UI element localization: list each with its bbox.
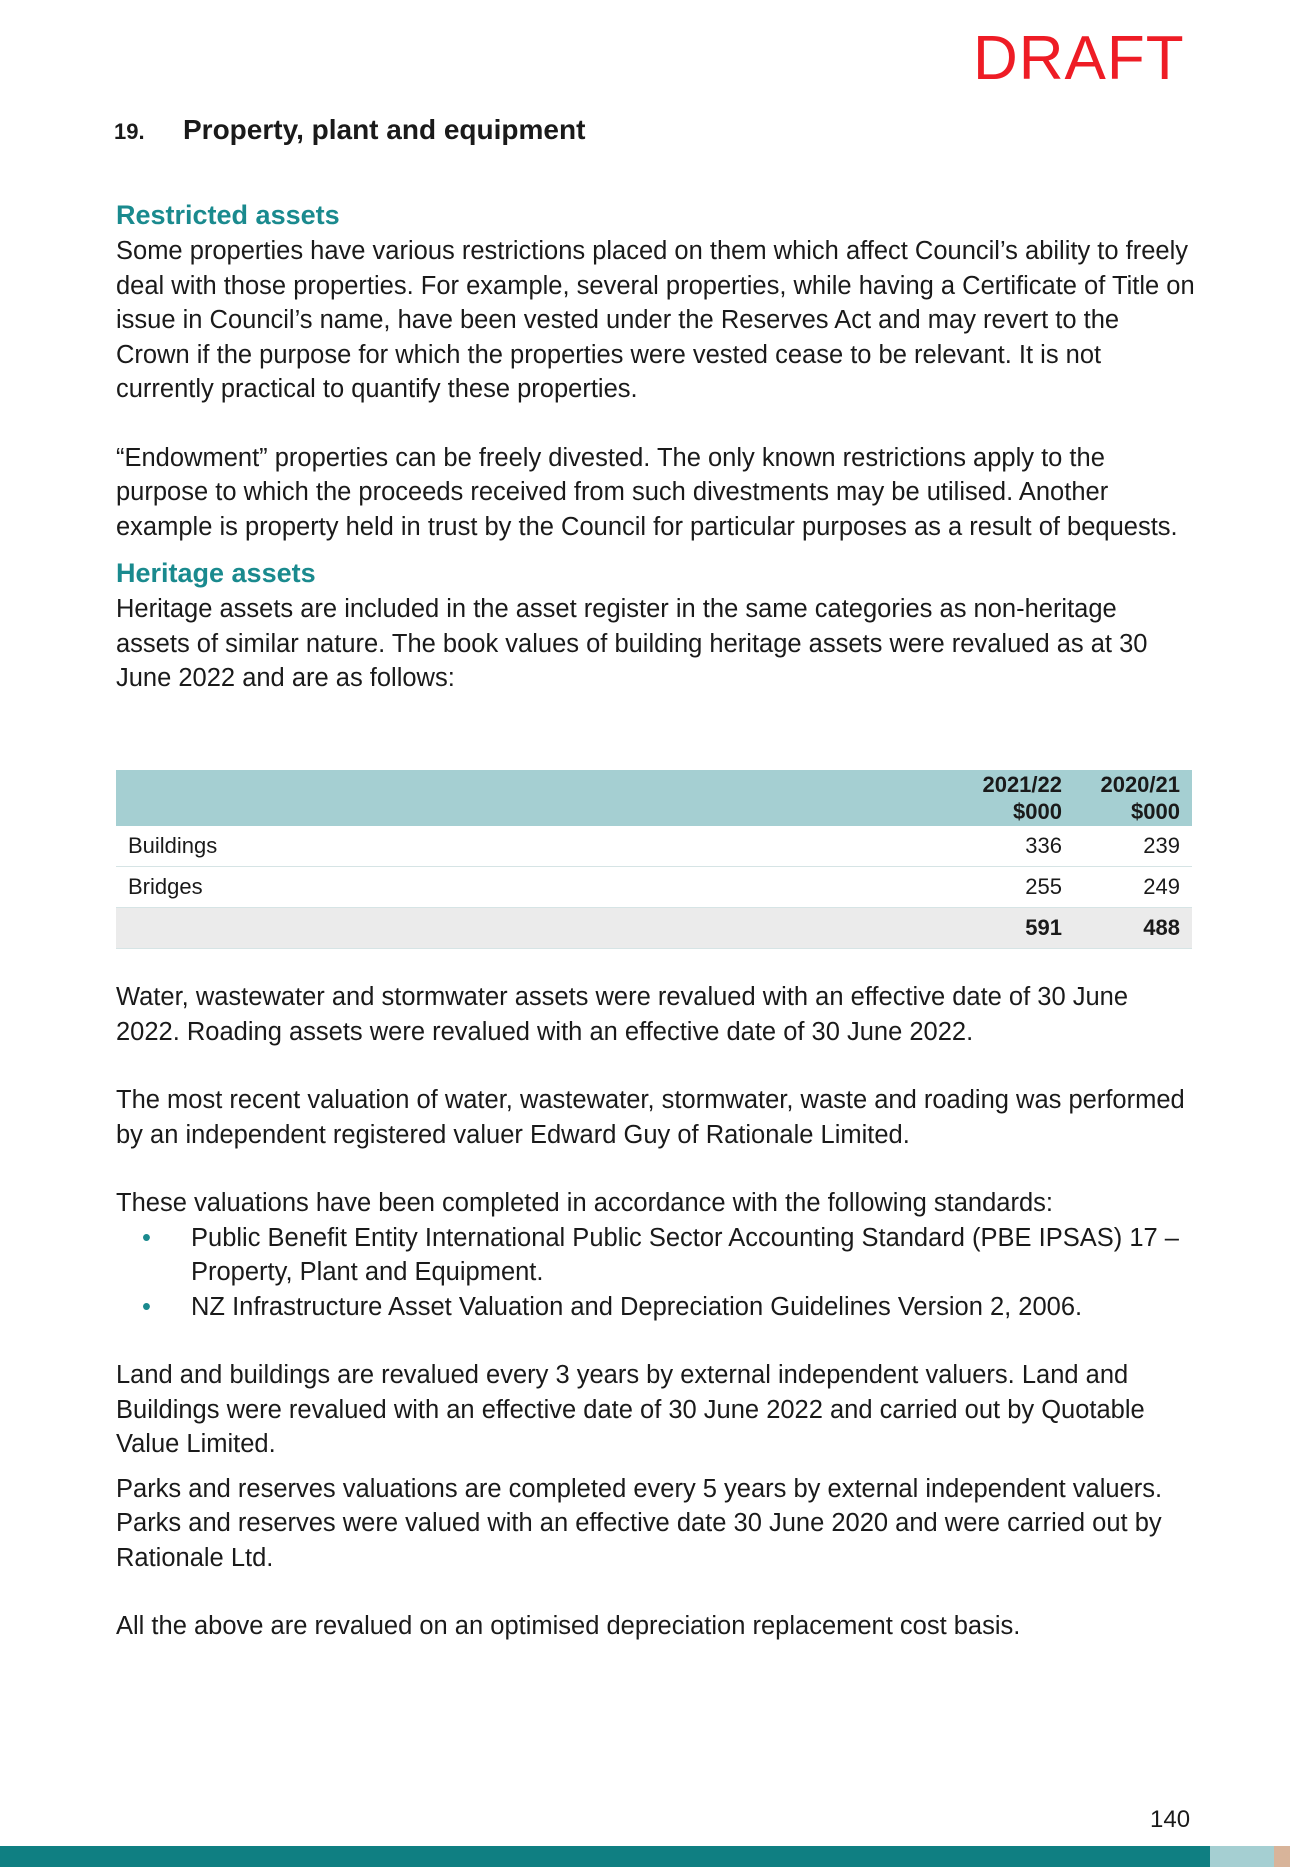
row-value-2020-21: 249 <box>1074 867 1192 908</box>
footer-accent-light <box>1210 1846 1274 1867</box>
table-header-unit: $000 <box>1131 799 1180 824</box>
section-number: 19. <box>114 119 145 144</box>
valuation-paragraph-6: All the above are revalued on an optimised depreciation replacement cost basis. <box>116 1612 1021 1640</box>
row-label: Bridges <box>116 867 956 908</box>
row-value-2021-22: 255 <box>956 867 1074 908</box>
row-value-2020-21: 239 <box>1074 826 1192 867</box>
total-value-2020-21: 488 <box>1074 908 1192 949</box>
total-label <box>116 908 956 949</box>
heritage-assets-paragraph: Heritage assets are included in the asset register in the same categories as non-heritage assets of similar nature. The book values of building heritage assets were revalued as at 30 June 2022 and are as follows: <box>116 595 1148 692</box>
table-header-label <box>116 770 956 826</box>
table-header-row <box>116 770 1192 826</box>
lower-content <box>116 980 1196 1644</box>
restricted-assets-paragraph-1: Some properties have various restrictions placed on them which affect Council’s ability to freely deal with those properties. For example, several properties, while having a Certificate of Title on issue in Council’s name, have been vested under the Reserves Act and may revert to the Crown if the purpose for which the properties were vested cease to be relevant. It is not currently practical to quantify these properties. <box>116 237 1195 403</box>
table-header-2020-21 <box>1074 770 1192 826</box>
row-value-2021-22: 336 <box>956 826 1074 867</box>
list-item-text: Public Benefit Entity International Public Sector Accounting Standard (PBE IPSAS) 17 – Property, Plant and Equipment. <box>191 1223 1179 1286</box>
total-value-2021-22: 591 <box>956 908 1074 949</box>
list-item-text: NZ Infrastructure Asset Valuation and Depreciation Guidelines Version 2, 2006. <box>191 1292 1083 1321</box>
list-item <box>116 1290 1196 1325</box>
restricted-assets-heading: Restricted assets <box>116 200 340 230</box>
footer-accent-orange <box>1274 1846 1290 1867</box>
table-header-year: 2020/21 <box>1100 772 1180 797</box>
draft-watermark: DRAFT <box>973 24 1185 93</box>
valuation-paragraph-5: Parks and reserves valuations are completed every 5 years by external independent valuers. Parks and reserves were valued with an effective date 30 June 2020 and were carried out by Rationale Ltd. <box>116 1474 1163 1572</box>
page-number: 140 <box>1150 1806 1191 1833</box>
row-label: Buildings <box>116 826 956 867</box>
valuation-paragraph-3: These valuations have been completed in accordance with the following standards: <box>116 1189 1053 1217</box>
heritage-assets-heading: Heritage assets <box>116 558 316 588</box>
bullet-icon: • <box>142 1223 151 1252</box>
section-heading <box>114 114 585 146</box>
upper-content <box>116 196 1196 696</box>
valuation-paragraph-2: The most recent valuation of water, wastewater, stormwater, waste and roading was performed by an independent registered valuer Edward Guy of Rationale Limited. <box>116 1086 1185 1149</box>
table-header-year: 2021/22 <box>982 772 1062 797</box>
valuation-paragraph-4: Land and buildings are revalued every 3 years by external independent valuers. Land and Buildings were revalued with an effective date of 30 June 2022 and carried out by Quotable Value Limited. <box>116 1361 1145 1458</box>
valuation-paragraph-1: Water, wastewater and stormwater assets were revalued with an effective date of 30 June 2022. Roading assets were revalued with an effective date of 30 June 2022. <box>116 983 1129 1046</box>
restricted-assets-paragraph-2: “Endowment” properties can be freely divested. The only known restrictions apply to the purpose to which the proceeds received from such divestments may be utilised. Another example is property held in trust by the Council for particular purposes as a result of bequests. <box>116 443 1178 541</box>
footer-bar <box>0 1846 1210 1867</box>
standards-list <box>116 1221 1196 1325</box>
table-header-unit: $000 <box>1013 799 1062 824</box>
heritage-assets-table <box>116 770 1192 949</box>
bullet-icon: • <box>142 1292 151 1321</box>
table-total-row <box>116 908 1192 949</box>
table-row <box>116 867 1192 908</box>
list-item <box>116 1221 1196 1290</box>
section-title: Property, plant and equipment <box>183 114 586 145</box>
table-header-2021-22 <box>956 770 1074 826</box>
table-row <box>116 826 1192 867</box>
